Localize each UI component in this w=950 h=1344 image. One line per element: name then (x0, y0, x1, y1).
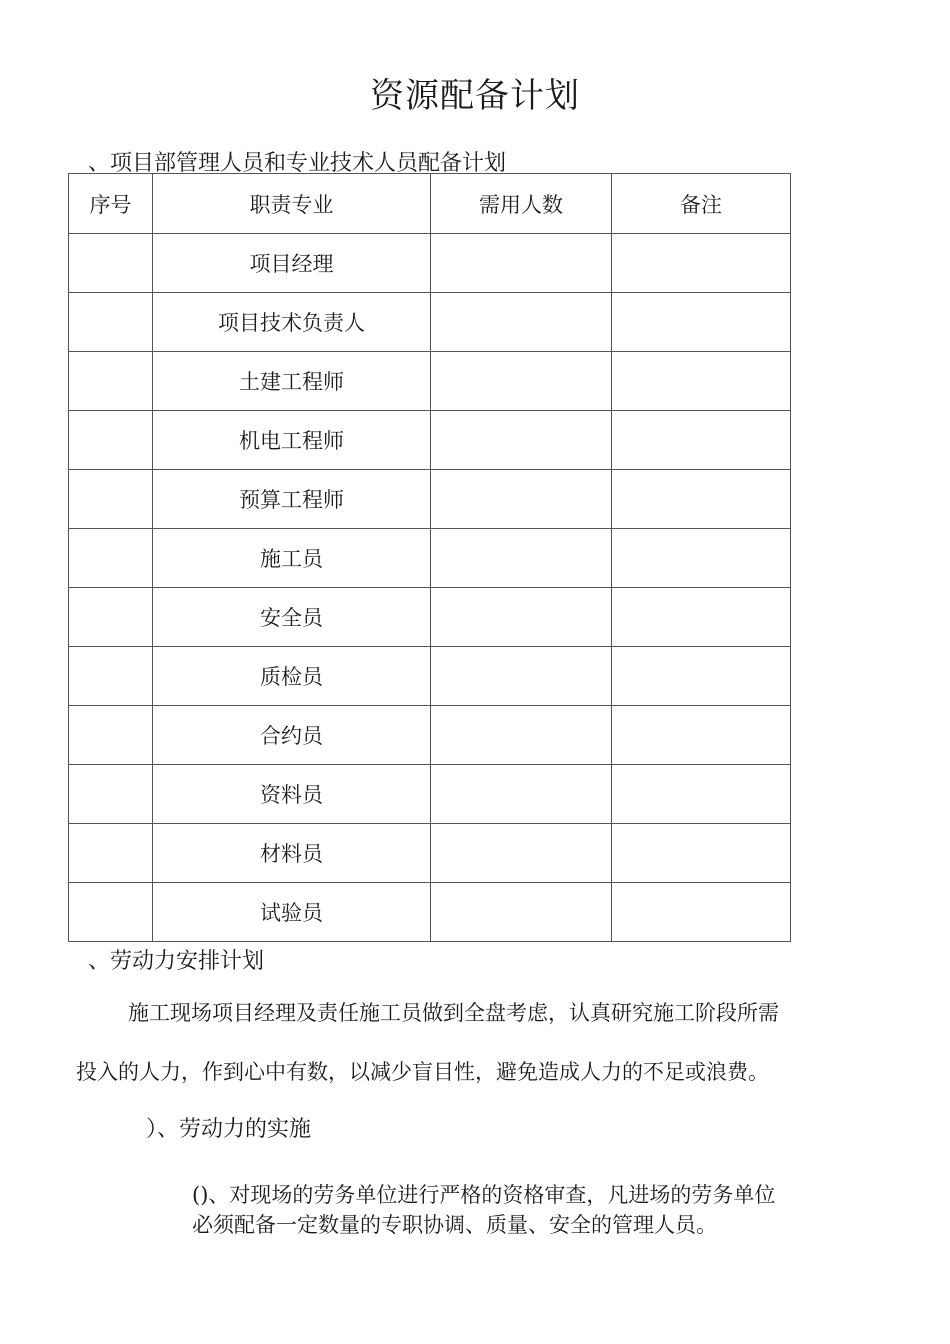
cell-count (431, 765, 612, 824)
table-row (69, 647, 791, 706)
table-row (69, 588, 791, 647)
cell-role: 合约员 (153, 706, 431, 765)
cell-note (612, 647, 791, 706)
cell-seq (69, 883, 153, 942)
cell-role: 材料员 (153, 824, 431, 883)
cell-seq (69, 411, 153, 470)
cell-seq (69, 647, 153, 706)
cell-seq (69, 824, 153, 883)
list-item-line-1: ()、对现场的劳务单位进行严格的资格审查，凡进场的劳务单位 (192, 1183, 776, 1207)
header-count: 需用人数 (431, 174, 612, 234)
cell-role: 预算工程师 (153, 470, 431, 529)
table-row (69, 706, 791, 765)
table-row (69, 765, 791, 824)
cell-note (612, 293, 791, 352)
table-row (69, 529, 791, 588)
staff-plan-table (68, 173, 791, 942)
page-title: 资源配备计划 (370, 76, 580, 116)
table-row (69, 470, 791, 529)
cell-note (612, 529, 791, 588)
cell-note (612, 706, 791, 765)
cell-count (431, 529, 612, 588)
cell-role: 质检员 (153, 647, 431, 706)
header-role: 职责专业 (153, 174, 431, 234)
cell-role: 施工员 (153, 529, 431, 588)
cell-role: 土建工程师 (153, 352, 431, 411)
cell-role: 机电工程师 (153, 411, 431, 470)
table-row (69, 411, 791, 470)
table-row (69, 824, 791, 883)
cell-seq (69, 529, 153, 588)
cell-note (612, 765, 791, 824)
cell-note (612, 411, 791, 470)
cell-note (612, 824, 791, 883)
cell-seq (69, 234, 153, 293)
cell-note (612, 588, 791, 647)
cell-role: 项目经理 (153, 234, 431, 293)
table-row (69, 234, 791, 293)
cell-count (431, 706, 612, 765)
table-header-row (69, 174, 791, 234)
cell-count (431, 824, 612, 883)
table-row (69, 293, 791, 352)
cell-count (431, 411, 612, 470)
section-heading-staff-plan: 、项目部管理人员和专业技术人员配备计划 (88, 151, 507, 176)
cell-role: 项目技术负责人 (153, 293, 431, 352)
cell-note (612, 352, 791, 411)
list-item-qualification-review (192, 1180, 775, 1240)
cell-seq (69, 293, 153, 352)
cell-role: 资料员 (153, 765, 431, 824)
paragraph-line-1: 施工现场项目经理及责任施工员做到全盘考虑，认真研究施工阶段所需 (128, 1001, 779, 1025)
cell-role: 安全员 (153, 588, 431, 647)
cell-role: 试验员 (153, 883, 431, 942)
table-row (69, 883, 791, 942)
cell-count (431, 883, 612, 942)
header-seq: 序号 (69, 174, 153, 234)
cell-count (431, 588, 612, 647)
cell-seq (69, 765, 153, 824)
cell-count (431, 352, 612, 411)
section-heading-labor-plan: 、劳动力安排计划 (88, 949, 265, 974)
cell-count (431, 234, 612, 293)
cell-count (431, 293, 612, 352)
cell-seq (69, 588, 153, 647)
list-item-line-2: 必须配备一定数量的专职协调、质量、安全的管理人员。 (192, 1213, 717, 1237)
cell-note (612, 470, 791, 529)
cell-note (612, 883, 791, 942)
cell-count (431, 647, 612, 706)
cell-seq (69, 470, 153, 529)
header-note: 备注 (612, 174, 791, 234)
paragraph-line-2: 投入的人力，作到心中有数，以减少盲目性，避免造成人力的不足或浪费。 (76, 1060, 769, 1084)
sub-heading-labor-implementation: ）、劳动力的实施 (146, 1117, 312, 1142)
cell-note (612, 234, 791, 293)
table-row (69, 352, 791, 411)
cell-seq (69, 706, 153, 765)
cell-count (431, 470, 612, 529)
cell-seq (69, 352, 153, 411)
